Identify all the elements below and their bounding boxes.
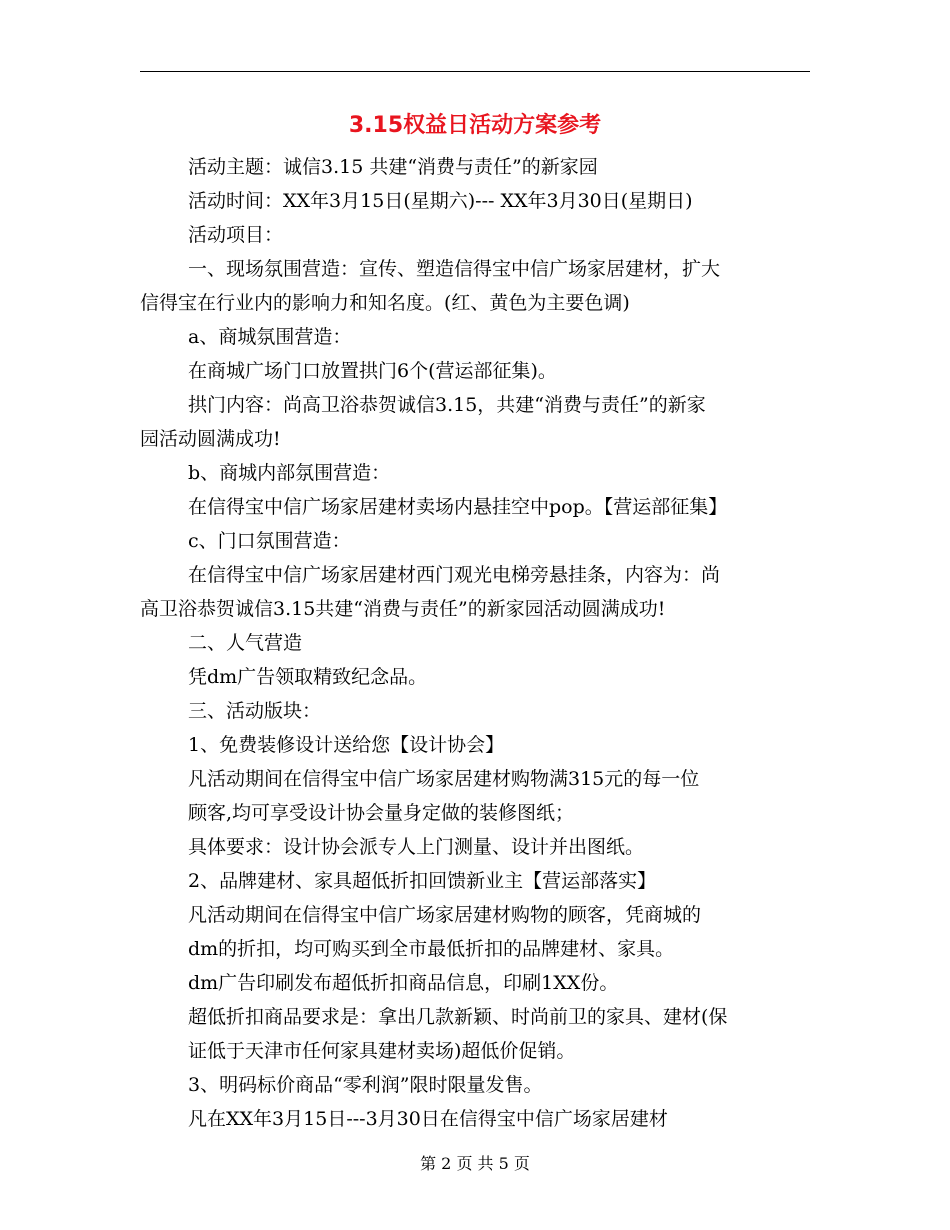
paragraph-section-2: 二、人气营造 <box>188 632 303 654</box>
paragraph-item-2: 2、品牌建材、家具超低折扣回馈新业主【营运部落实】 <box>188 870 657 892</box>
paragraph-banner-cont: 高卫浴恭贺诚信3.15共建“消费与责任”的新家园活动圆满成功! <box>140 598 666 620</box>
paragraph-arch-content: 拱门内容：尚高卫浴恭贺诚信3.15，共建“消费与责任”的新家 <box>188 394 706 416</box>
paragraph-arches: 在商城广场门口放置拱门6个(营运部征集)。 <box>188 360 557 382</box>
paragraph-item-1-desc-cont: 顾客,均可享受设计协会量身定做的装修图纸； <box>188 802 575 824</box>
header-rule <box>140 71 810 72</box>
paragraph-sub-a: a、商城氛围营造： <box>188 326 352 348</box>
paragraph-section-3: 三、活动版块： <box>188 700 322 722</box>
paragraph-item-3: 3、明码标价商品“零利润”限时限量发售。 <box>188 1074 543 1096</box>
paragraph-sub-b: b、商城内部氛围营造： <box>188 462 391 484</box>
paragraph-time: 活动时间：XX年3月15日(星期六)--- XX年3月30日(星期日) <box>188 190 693 212</box>
document-title: 3.15权益日活动方案参考 <box>348 113 602 138</box>
paragraph-item-2-requirement: 超低折扣商品要求是：拿出几款新颖、时尚前卫的家具、建材(保 <box>188 1006 728 1028</box>
paragraph-theme: 活动主题：诚信3.15 共建“消费与责任”的新家园 <box>188 156 598 178</box>
page-number-footer: 第 2 页 共 5 页 <box>420 1154 530 1173</box>
paragraph-item-2-desc-cont: dm的折扣，均可购买到全市最低折扣的品牌建材、家具。 <box>188 938 675 960</box>
paragraph-pop: 在信得宝中信广场家居建材卖场内悬挂空中pop。【营运部征集】 <box>188 496 728 518</box>
paragraph-gift: 凭dm广告领取精致纪念品。 <box>188 666 428 688</box>
paragraph-section-1-cont: 信得宝在行业内的影响力和知名度。(红、黄色为主要色调) <box>140 292 630 314</box>
document-body <box>140 150 810 1136</box>
paragraph-item-1: 1、免费装修设计送给您【设计协会】 <box>188 734 505 756</box>
paragraph-item-3-desc: 凡在XX年3月15日---3月30日在信得宝中信广场家居建材 <box>188 1108 668 1130</box>
paragraph-sub-c: c、门口氛围营造： <box>188 530 351 552</box>
paragraph-arch-content-cont: 园活动圆满成功! <box>140 428 281 450</box>
paragraph-item-1-desc: 凡活动期间在信得宝中信广场家居建材购物满315元的每一位 <box>188 768 700 790</box>
paragraph-item-2-desc: 凡活动期间在信得宝中信广场家居建材购物的顾客，凭商城的 <box>188 904 702 926</box>
paragraph-item-2-requirement-cont: 证低于天津市任何家具建材卖场)超低价促销。 <box>188 1040 576 1062</box>
paragraph-banner: 在信得宝中信广场家居建材西门观光电梯旁悬挂条，内容为：尚 <box>188 564 721 586</box>
paragraph-items-heading: 活动项目： <box>188 224 284 246</box>
paragraph-item-2-print: dm广告印刷发布超低折扣商品信息，印刷1XX份。 <box>188 972 619 994</box>
paragraph-section-1: 一、现场氛围营造：宣传、塑造信得宝中信广场家居建材，扩大 <box>188 258 721 280</box>
paragraph-item-1-requirement: 具体要求：设计协会派专人上门测量、设计并出图纸。 <box>188 836 645 858</box>
